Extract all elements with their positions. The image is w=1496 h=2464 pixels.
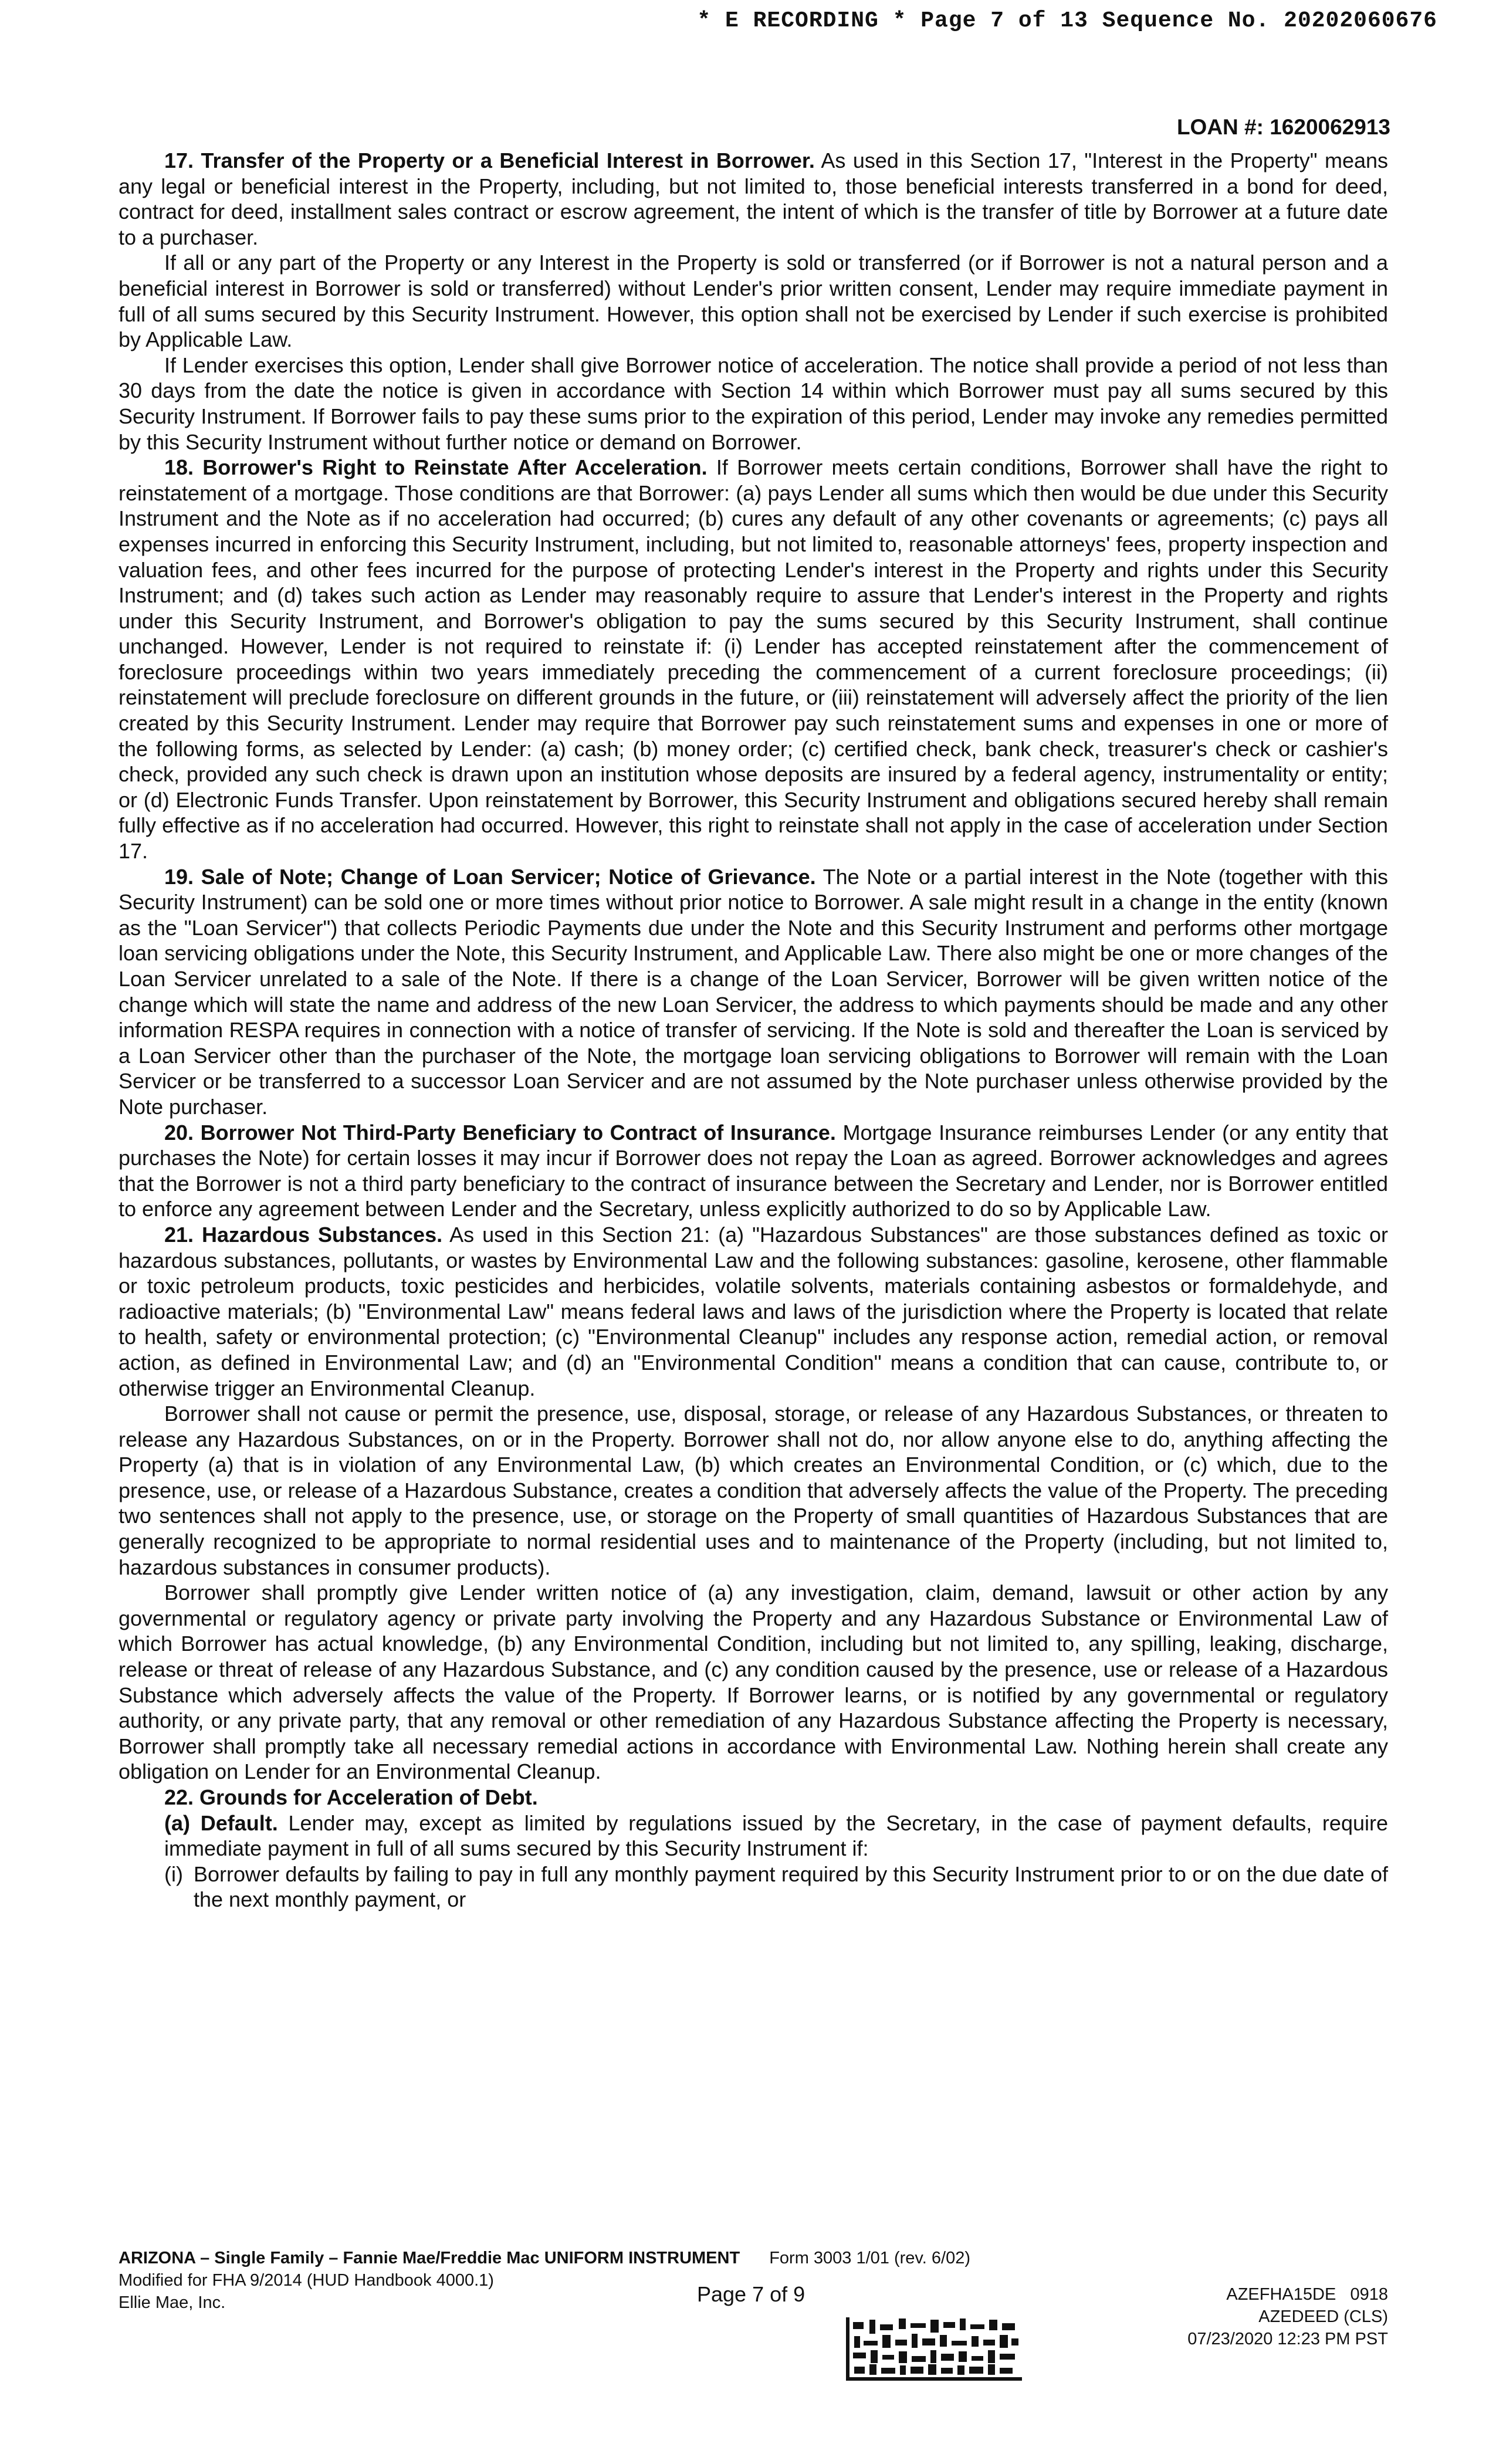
barcode-image bbox=[846, 2317, 1022, 2381]
loan-number: LOAN #: 1620062913 bbox=[1176, 115, 1390, 139]
footer-code-3: 07/23/2020 12:23 PM PST bbox=[1187, 2330, 1388, 2348]
section-18-text: If Borrower meets certain conditions, Borrower shall have the right to reinstatement of a mortgage. Those conditions are that Borrower: (a) pays Lender all sums which then would be due under this Security Instrument and the Note as if no acceleration had occurred; (b) cures any default of any other covenants or agreements; (c) pays all expenses incurred in enforcing this Security Instrument, including, but not limited to, reasonable attorneys' fees, property inspection and valuation fees, and other fees incurred for the purpose of protecting Lender's interest in the Property and rights under this Security Instrument; and (d) takes such action as Lender may reasonably require to assure that Lender's interest in the Property and rights under this Security Instrument, and Borrower's obligation to pay the sums secured by this Security Instrument, shall continue unchanged. However, Lender is not required to reinstate if: (i) Lender has accepted reinstatement after the commencement of foreclosure proceedings within two years immediately preceding the commencement of a current foreclosure proceedings; (ii) reinstatement will preclude foreclosure on different grounds in the future, or (iii) reinstatement will adversely affect the priority of the lien created by this Security Instrument. Lender may require that Borrower pay such reinstatement sums and expenses in one or more of the following forms, as selected by Lender: (a) cash; (b) money order; (c) certified check, bank check, treasurer's check or cashier's check, provided any such check is drawn upon an institution whose deposits are insured by a federal agency, instrumentality or entity; or (d) Electronic Funds Transfer. Upon reinstatement by Borrower, this Security Instrument and obligations secured hereby shall remain fully effective as if no acceleration had occurred. However, this right to reinstate shall not apply in the case of acceleration under Section 17. bbox=[119, 455, 1389, 864]
section-22a-paragraph bbox=[119, 1810, 1388, 1861]
section-21-paragraph bbox=[119, 1222, 1388, 1401]
footer-line-3: Ellie Mae, Inc. bbox=[119, 2293, 226, 2312]
section-21-title: 21. Hazardous Substances. bbox=[164, 1222, 443, 1247]
section-18-paragraph bbox=[119, 455, 1388, 864]
section-22-title: 22. Grounds for Acceleration of Debt. bbox=[164, 1785, 538, 1809]
section-21-paragraph-3: Borrower shall promptly give Lender written notice of (a) any investigation, claim, demand, lawsuit or other action by any governmental or regulatory agency or private party involving the Property and any Hazardous Substance or Environmental Law of which Borrower has actual knowledge, (b) any Environmental Condition, including but not limited to, any spilling, leaking, discharge, release or threat of release of any Hazardous Substance, and (c) any condition caused by the presence, use or release of a Hazardous Substance which adversely affects the value of the Property. If Borrower learns, or is notified by any governmental or regulatory authority, or any private party, that any removal or other remediation of any Hazardous Substance affecting the Property is necessary, Borrower shall promptly take all necessary remedial actions in accordance with Environmental Law. Nothing herein shall create any obligation on Lender for an Environmental Cleanup. bbox=[119, 1580, 1388, 1784]
section-20-text: Mortgage Insurance reimburses Lender (or any entity that purchases the Note) for certain losses it may incur if Borrower does not repay the Loan as agreed. Borrower acknowledges and agrees that the Borrower is not a third party beneficiary to the contract of insurance between the Secretary and Lender, nor is Borrower entitled to enforce any agreement between Lender and the Secretary, unless explicitly authorized to do so by Applicable Law. bbox=[119, 1120, 1388, 1221]
section-17-paragraph-3: If Lender exercises this option, Lender shall give Borrower notice of acceleration. The notice shall provide a period of not less than 30 days from the date the notice is given in accordance with Section 14 within which Borrower must pay all sums secured by this Security Instrument. If Borrower fails to pay these sums prior to the expiration of this period, Lender may invoke any remedies permitted by this Security Instrument without further notice or demand on Borrower. bbox=[119, 353, 1388, 454]
footer-page-number: Page 7 of 9 bbox=[697, 2282, 805, 2306]
section-22a-title: (a) Default. bbox=[164, 1810, 278, 1835]
footer-form-info bbox=[119, 2247, 970, 2314]
section-21-text: As used in this Section 21: (a) "Hazardous Substances" are those substances defined as toxic or hazardous substances, pollutants, or wastes by Environmental Law and the following substances: gasoline, kerosene, other flammable or toxic petroleum products, toxic pesticides and herbicides, volatile solvents, materials containing asbestos or formaldehyde, and radioactive materials; (b) "Environmental Law" means federal laws and laws of the jurisdiction where the Property is located that relate to health, safety or environmental protection; (c) "Environmental Cleanup" includes any response action, remedial action, or removal action, as defined in Environmental Law; and (d) an "Environmental Condition" means a condition that can cause, contribute to, or otherwise trigger an Environmental Cleanup. bbox=[119, 1222, 1389, 1400]
footer-code-1: AZEFHA15DE 0918 bbox=[1226, 2285, 1388, 2304]
section-18-title: 18. Borrower's Right to Reinstate After Acceleration. bbox=[164, 455, 708, 480]
section-17-paragraph bbox=[119, 148, 1388, 250]
section-19-paragraph bbox=[119, 864, 1388, 1120]
section-22-heading bbox=[119, 1785, 1388, 1810]
footer-form-number: Form 3003 1/01 (rev. 6/02) bbox=[769, 2249, 970, 2267]
footer-codes bbox=[1187, 2283, 1388, 2350]
footer-line-1 bbox=[119, 2247, 970, 2269]
section-20-paragraph bbox=[119, 1120, 1388, 1222]
section-22a-item-i bbox=[119, 1861, 1388, 1913]
section-22a-text: Lender may, except as limited by regulations issued by the Secretary, in the case of payment defaults, require immediate payment in full of all sums secured by this Security Instrument if: bbox=[164, 1810, 1388, 1861]
section-17-text: As used in this Section 17, "Interest in the Property" means any legal or beneficial interest in the Property, including, but not limited to, those beneficial interests transferred in a bond for deed, contract for deed, installment sales contract or escrow agreement, the intent of which is the transfer of title by Borrower at a future date to a purchaser. bbox=[119, 148, 1389, 249]
section-19-text: The Note or a partial interest in the Note (together with this Security Instrument) can be sold one or more times without prior notice to Borrower. A sale might result in a change in the entity (known as the "Loan Servicer") that collects Periodic Payments due under the Note and this Security Instrument and performs other mortgage loan servicing obligations under the Note, this Security Instrument, and Applicable Law. There also might be one or more changes of the Loan Servicer unrelated to a sale of the Note. If there is a change of the Loan Servicer, Borrower will be given written notice of the change which will state the name and address of the new Loan Servicer, the address to which payments should be made and any other information RESPA requires in connection with a notice of transfer of servicing. If the Note is sold and thereafter the Loan is serviced by a Loan Servicer other than the purchaser of the Note, the mortgage loan servicing obligations to Borrower will remain with the Loan Servicer or be transferred to a successor Loan Servicer and are not assumed by the Note purchaser unless otherwise provided by the Note purchaser. bbox=[119, 864, 1388, 1119]
section-21-paragraph-2: Borrower shall not cause or permit the presence, use, disposal, storage, or release of any Hazardous Substances, or threaten to release any Hazardous Substances, on or in the Property. Borrower shall not do, nor allow anyone else to do, anything affecting the Property (a) that is in violation of any Environmental Law, (b) which creates an Environmental Condition, or (c) which, due to the presence, use, or release of a Hazardous Substance, creates a condition that adversely affects the value of the Property. The preceding two sentences shall not apply to the presence, use, or storage on the Property of small quantities of Hazardous Substances that are generally recognized to be appropriate to normal residential uses and to maintenance of the Property (including, but not limited to, hazardous substances in consumer products). bbox=[119, 1402, 1388, 1579]
footer-code-2: AZEDEED (CLS) bbox=[1258, 2307, 1388, 2326]
item-i-number: (i) bbox=[164, 1861, 183, 1886]
section-20-title: 20. Borrower Not Third-Party Beneficiary to Contract of Insurance. bbox=[164, 1120, 836, 1145]
item-i-text: Borrower defaults by failing to pay in full any monthly payment required by this Security Instrument prior to or on the due date of the next monthly payment, or bbox=[194, 1861, 1388, 1912]
section-17-title: 17. Transfer of the Property or a Beneficial Interest in Borrower. bbox=[164, 148, 815, 172]
section-17-paragraph-2: If all or any part of the Property or any Interest in the Property is sold or transferred (or if Borrower is not a natural person and a beneficial interest in Borrower is sold or transferred) without Lender's prior written consent, Lender may require immediate payment in full of all sums secured by this Security Instrument. However, this option shall not be exercised by Lender if such exercise is prohibited by Applicable Law. bbox=[119, 251, 1388, 352]
section-19-title: 19. Sale of Note; Change of Loan Servicer; Notice of Grievance. bbox=[164, 864, 816, 889]
document-body bbox=[119, 148, 1388, 1913]
page-footer bbox=[119, 2247, 1388, 2411]
footer-line-2: Modified for FHA 9/2014 (HUD Handbook 4000.1) bbox=[119, 2271, 494, 2290]
footer-instrument-name: ARIZONA – Single Family – Fannie Mae/Freddie Mac UNIFORM INSTRUMENT bbox=[119, 2249, 740, 2267]
recording-header: * E RECORDING * Page 7 of 13 Sequence No. 20202060676 bbox=[697, 8, 1437, 33]
